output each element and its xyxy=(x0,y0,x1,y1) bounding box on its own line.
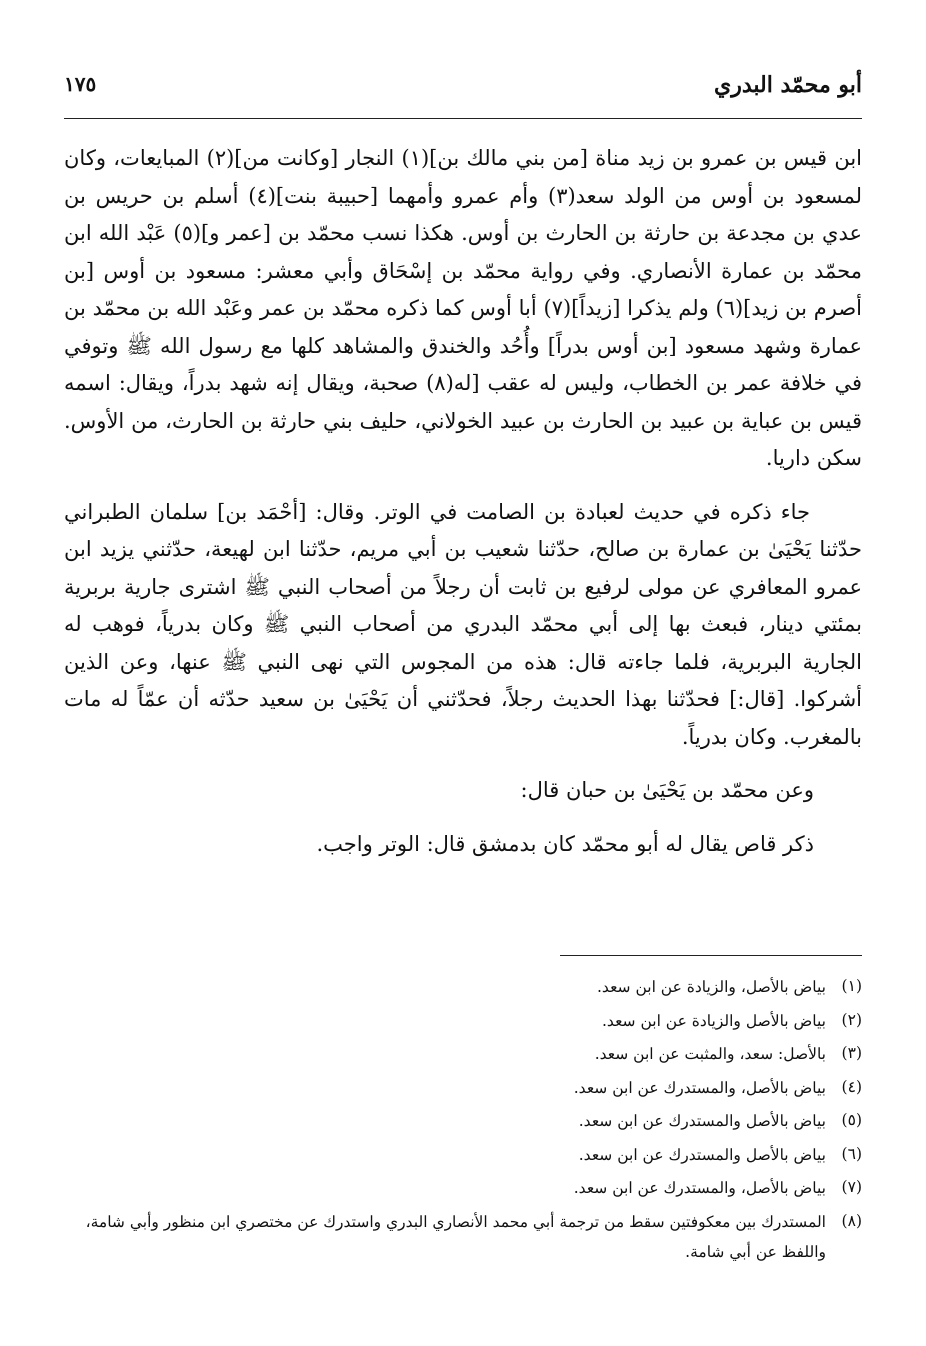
footnote xyxy=(54,1071,862,1105)
footnote xyxy=(54,1171,862,1205)
footnote-text: بياض بالأصل، والمستدرك عن ابن سعد. xyxy=(573,1078,826,1097)
footnote-text: المستدرك بين معكوفتين سقط من ترجمة أبي محمد الأنصاري البدري واستدرك عن مختصري ابن منظور وأبي شامة، واللفظ عن أبي شامة. xyxy=(85,1212,826,1261)
footnote-text: بياض بالأصل، والزيادة عن ابن سعد. xyxy=(597,978,826,996)
footnote xyxy=(54,1104,862,1138)
footnote-text: بياض بالأصل والزيادة عن ابن سعد. xyxy=(602,1011,826,1030)
main-text xyxy=(64,140,862,863)
footnote-rule xyxy=(560,955,862,956)
running-header xyxy=(64,68,862,112)
footnote xyxy=(54,1205,862,1267)
footnote-number: (٥) xyxy=(841,1111,862,1129)
header-title: أبو محمّد البدري xyxy=(713,72,862,98)
paragraph-4: ذكر قاص يقال له أبو محمّد كان بدمشق قال: الوتر واجب. xyxy=(316,831,814,856)
footnote-number: (٧) xyxy=(841,1178,862,1196)
footnote-text: بالأصل: سعد، والمثبت عن ابن سعد. xyxy=(594,1045,826,1063)
footnote xyxy=(54,970,862,1004)
footnote-number: (٤) xyxy=(841,1077,862,1096)
footnote-number: (١) xyxy=(841,977,862,995)
footnote xyxy=(54,1138,862,1172)
paragraph-1: ابن قيس بن عمرو بن زيد مناة [من بني مالك بن](١) النجار [وكانت من](٢) المبايعات، وكان لمسعود بن أوس من الولد سعد(٣) وأم عمرو وأمهما [حبيبة بنت](٤) أسلم بن حريس بن عدي بن مجدعة بن حارثة بن الحارث بن أوس. هكذا نسب محمّد بن [عمر و](٥) عَبْد الله ابن محمّد بن عمارة الأنصاري. وفي رواية محمّد بن إسْحَاق وأبي معشر: مسعود بن أوس [بن أصرم بن زيد](٦) ولم يذكرا [زيداً](٧) أبا أوس كما ذكره محمّد بن عمر وعَبْد الله بن محمّد بن عمارة وشهد مسعود [بن أوس بدراً] وأُحُد والخندق والمشاهد كلها مع رسول الله ﷺ وتوفي في خلافة عمر بن الخطاب، وليس له عقب [له(٨) صحبة، ويقال إنه شهد بدراً، ويقال: اسمه قيس بن عباية بن عبيد بن الحارث بن عبيد الخولاني، حليف بني حارثة بن الحارث، من الأوس. سكن داريا. xyxy=(64,146,863,470)
footnote-number: (٦) xyxy=(841,1144,862,1163)
footnote-number: (٨) xyxy=(841,1211,862,1230)
footnote-text: بياض بالأصل، والمستدرك عن ابن سعد. xyxy=(573,1179,826,1197)
page-number: ١٧٥ xyxy=(64,72,97,96)
footnotes xyxy=(54,970,862,1267)
footnote xyxy=(54,1004,862,1038)
footnote-number: (٣) xyxy=(841,1044,862,1062)
footnote-text: بياض بالأصل والمستدرك عن ابن سعد. xyxy=(578,1145,826,1164)
paragraph-2: جاء ذكره في حديث لعبادة بن الصامت في الوتر. وقال: [أحْمَد بن] سلمان الطبراني حدّثنا يَحْيَىٰ بن عمارة بن صالح، حدّثنا شعيب بن أبي مريم، حدّثنا ابن لهيعة، حدّثني يزيد ابن عمرو المعافري عن مولى لرفيع بن ثابت أن رجلاً من أصحاب النبي ﷺ اشترى جارية بربرية بمئتي دينار، فبعث بها إلى أبي محمّد البدري من أصحاب النبي ﷺ وكان بدرياً، فوهب له الجارية البربرية، فلما جاءته قال: هذه من المجوس التي نهى النبي ﷺ عنها، وعن الذين أشركوا. [قال:] فحدّثنا بهذا الحديث رجلاً، فحدّثني أن يَحْيَىٰ بن سعيد حدّثه أن عمّاً له مات بالمغرب. وكان بدرياً. xyxy=(64,499,862,749)
footnote xyxy=(54,1037,862,1071)
footnote-number: (٢) xyxy=(841,1010,862,1029)
footnote-text: بياض بالأصل والمستدرك عن ابن سعد. xyxy=(578,1112,826,1130)
paragraph-3: وعن محمّد بن يَحْيَىٰ بن حبان قال: xyxy=(520,778,814,802)
header-rule xyxy=(64,118,862,119)
